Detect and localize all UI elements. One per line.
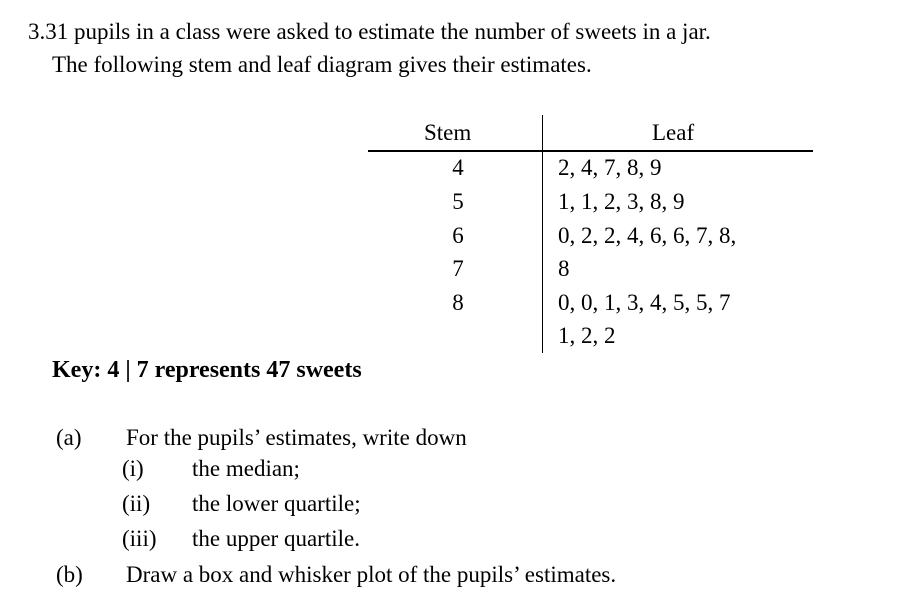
question-line-1: 3.31 pupils in a class were asked to estimate the number of sweets in a jar.: [28, 19, 711, 44]
stem-value: 8: [452, 290, 464, 315]
leaf-values: 2, 4, 7, 8, 9: [558, 155, 662, 180]
stem-leaf-row: [368, 187, 813, 217]
stem-leaf-row: [368, 221, 813, 251]
subpart-iii-label: (iii): [122, 526, 157, 551]
part-a-text: For the pupils’ estimates, write down: [126, 425, 467, 450]
leaf-values: 0, 0, 1, 3, 4, 5, 5, 7: [558, 290, 731, 315]
subpart-iii-text: the upper quartile.: [192, 526, 360, 551]
stem-value: 5: [452, 189, 464, 214]
stem-leaf-row: [368, 153, 813, 183]
subpart-i-text: the median;: [192, 456, 300, 481]
part-b-text: Draw a box and whisker plot of the pupils’ estimates.: [126, 562, 617, 587]
stem-leaf-row: [368, 254, 813, 284]
header-rule: [368, 150, 813, 152]
stem-leaf-row: [368, 288, 813, 318]
part-b-label: (b): [56, 562, 83, 587]
stem-header: Stem: [424, 120, 472, 145]
diagram-key: Key: 4 | 7 represents 47 sweets: [52, 357, 362, 383]
leaf-values: 1, 2, 2: [558, 323, 616, 348]
stem-value: 6: [452, 223, 464, 248]
stem-value: 4: [452, 155, 464, 180]
leaf-values: 8: [558, 256, 570, 281]
stem-value: 7: [452, 256, 464, 281]
stem-leaf-row: [368, 321, 813, 351]
part-a-label: (a): [56, 425, 82, 450]
stem-and-leaf-diagram: [368, 115, 813, 355]
question-line-2: The following stem and leaf diagram gives their estimates.: [52, 52, 592, 77]
subpart-ii-label: (ii): [122, 491, 151, 516]
leaf-header: Leaf: [652, 120, 695, 145]
subpart-ii-text: the lower quartile;: [192, 491, 361, 516]
subpart-i-label: (i): [122, 456, 144, 481]
leaf-values: 0, 2, 2, 4, 6, 6, 7, 8,: [558, 223, 737, 248]
leaf-values: 1, 1, 2, 3, 8, 9: [558, 189, 685, 214]
